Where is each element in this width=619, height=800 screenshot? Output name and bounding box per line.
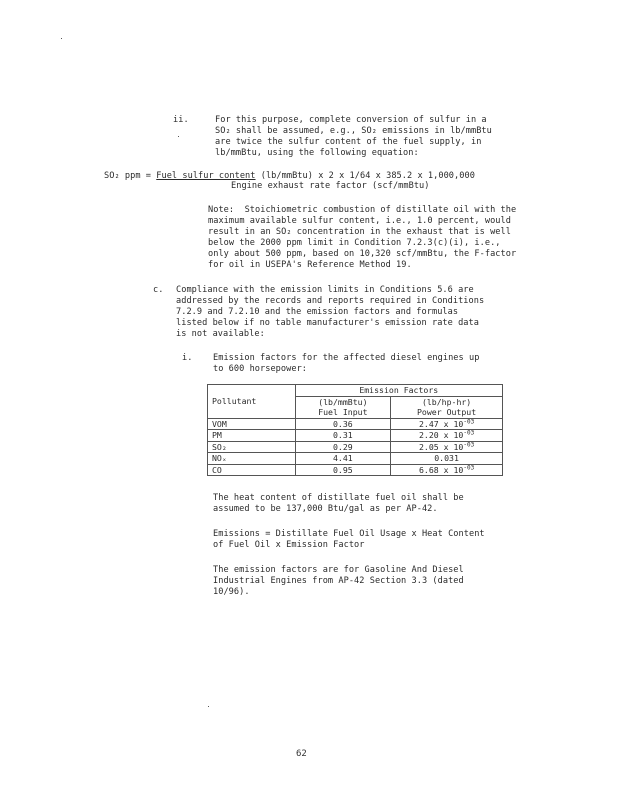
equation-numerator-rest: (lb/mmBtu) x 2 x 1/64 x 385.2 x 1,000,000 <box>255 171 475 181</box>
item-ii-line-4: lb/mmBtu, using the following equation: <box>215 148 419 158</box>
table-row <box>208 418 503 430</box>
header-output-basis: Power Output <box>391 407 503 418</box>
table-header-row-1 <box>208 385 503 397</box>
row-pollutant: VOM <box>208 418 296 430</box>
item-c-label: c. <box>153 285 164 295</box>
item-ii-label: ii. <box>173 115 189 125</box>
note-line-3: result in an SO₂ concentration in the exhaust that is well <box>208 227 511 237</box>
item-c-line-2: addressed by the records and reports required in Conditions <box>176 296 485 306</box>
item-ii-line-3: are twice the sulfur content of the fuel supply, in <box>215 137 482 147</box>
row-output-mantissa: 2.05 x 10 <box>418 441 464 452</box>
row-power-output <box>391 418 503 430</box>
item-c-line-3: 7.2.9 and 7.2.10 and the emission factors and formulas <box>176 307 459 317</box>
row-output-mantissa: 2.47 x 10 <box>418 418 464 429</box>
row-output-exponent: -03 <box>463 417 475 425</box>
row-fuel-input: 4.41 <box>295 453 391 465</box>
table-row <box>208 430 503 442</box>
source-note-line-1: The emission factors are for Gasoline And Diesel <box>213 565 464 575</box>
item-i-label: i. <box>182 353 193 363</box>
equation-denominator: Engine exhaust rate factor (scf/mmBtu) <box>231 181 430 191</box>
table-row <box>208 441 503 453</box>
row-fuel-input: 0.31 <box>295 430 391 442</box>
row-output-mantissa: 2.20 x 10 <box>418 430 464 440</box>
row-pollutant: NOₓ <box>208 453 296 465</box>
note-line-5: only about 500 ppm, based on 10,320 scf/mmBtu, the F-factor <box>208 249 517 259</box>
row-power-output <box>391 453 503 465</box>
scan-speck <box>61 38 62 39</box>
row-fuel-input: 0.36 <box>295 418 391 430</box>
page-number: 62 <box>296 749 307 759</box>
row-pollutant: CO <box>208 464 296 476</box>
item-ii-line-2: SO₂ shall be assumed, e.g., SO₂ emissions in lb/mmBtu <box>215 126 492 136</box>
row-output-exponent: -03 <box>463 440 475 448</box>
row-output-mantissa: 6.68 x 10 <box>418 464 464 475</box>
heat-content-line-2: assumed to be 137,000 Btu/gal as per AP-42. <box>213 504 438 514</box>
row-fuel-input: 0.29 <box>295 441 391 453</box>
source-note-line-3: 10/96). <box>213 587 250 597</box>
row-pollutant: PM <box>208 430 296 442</box>
header-emission-factors: Emission Factors <box>295 385 502 397</box>
row-pollutant: SO₂ <box>208 441 296 453</box>
note-line-2: maximum available sulfur content, i.e., 1.0 percent, would <box>208 216 511 226</box>
equation-lhs: SO₂ ppm = <box>104 171 157 181</box>
item-i-line-1: Emission factors for the affected diesel engines up <box>213 353 480 363</box>
note-line-4: below the 2000 ppm limit in Condition 7.2.3(c)(i), i.e., <box>208 238 501 248</box>
row-power-output <box>391 464 503 476</box>
header-input-unit: (lb/mmBtu) <box>295 396 391 407</box>
table-row <box>208 464 503 476</box>
row-output-exponent: -03 <box>463 463 475 471</box>
item-c-line-5: is not available: <box>176 329 265 339</box>
row-fuel-input: 0.95 <box>295 464 391 476</box>
header-pollutant: Pollutant <box>208 385 296 419</box>
formula-line-1: Emissions = Distillate Fuel Oil Usage x Heat Content <box>213 529 485 539</box>
item-i-line-2: to 600 horsepower: <box>213 364 308 374</box>
row-power-output <box>391 430 503 442</box>
source-note-line-2: Industrial Engines from AP-42 Section 3.3 (dated <box>213 576 464 586</box>
header-output-unit: (lb/hp-hr) <box>391 396 503 407</box>
item-c-line-1: Compliance with the emission limits in Conditions 5.6 are <box>176 285 474 295</box>
row-power-output <box>391 441 503 453</box>
formula-line-2: of Fuel Oil x Emission Factor <box>213 540 365 550</box>
heat-content-line-1: The heat content of distillate fuel oil shall be <box>213 493 464 503</box>
header-input-basis: Fuel Input <box>295 407 391 418</box>
row-output-mantissa: 0.031 <box>434 453 459 463</box>
table-row <box>208 453 503 465</box>
emission-factors-table <box>207 384 503 476</box>
note-line-6: for oil in USEPA's Reference Method 19. <box>208 260 412 270</box>
row-output-exponent: -03 <box>463 429 475 437</box>
equation-fuel-sulfur: Fuel sulfur content <box>156 171 256 181</box>
scan-speck <box>208 706 209 707</box>
note-line-1: Note: Stoichiometric combustion of distillate oil with the <box>208 205 517 215</box>
scan-speck <box>178 136 179 137</box>
item-ii-line-1: For this purpose, complete conversion of sulfur in a <box>215 115 487 125</box>
item-c-line-4: listed below if no table manufacturer's emission rate data <box>176 318 479 328</box>
